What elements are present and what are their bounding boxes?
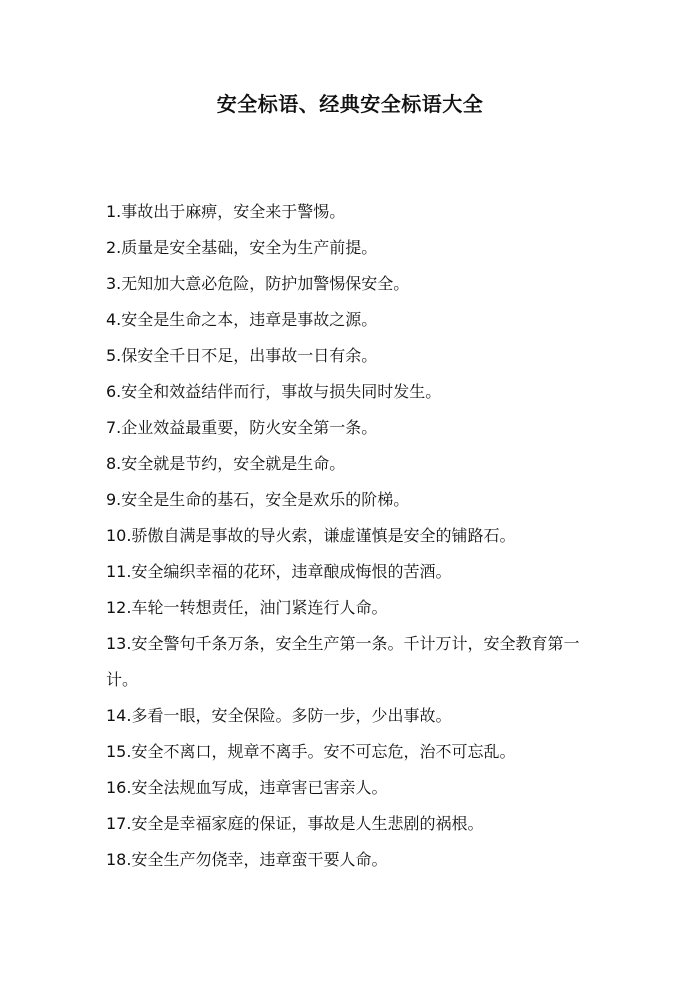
list-item: 3.无知加大意必危险，防护加警惕保安全。: [106, 274, 410, 293]
slogan-list: [106, 194, 606, 878]
document-title: 安全标语、经典安全标语大全: [216, 92, 484, 116]
list-item: 10.骄傲自满是事故的导火索，谦虚谨慎是安全的铺路石。: [106, 526, 516, 545]
list-item: 15.安全不离口，规章不离手。安不可忘危，治不可忘乱。: [106, 742, 516, 761]
list-item: 18.安全生产勿侥幸，违章蛮干要人命。: [106, 850, 388, 869]
list-item: 7.企业效益最重要，防火安全第一条。: [106, 418, 378, 437]
list-item: 16.安全法规血写成，违章害已害亲人。: [106, 778, 388, 797]
list-item: 8.安全就是节约，安全就是生命。: [106, 454, 346, 473]
list-item: 12.车轮一转想责任，油门紧连行人命。: [106, 598, 388, 617]
list-item: 13.安全警句千条万条，安全生产第一条。千计万计，安全教育第一计。: [106, 634, 580, 689]
list-item: 6.安全和效益结伴而行，事故与损失同时发生。: [106, 382, 442, 401]
list-item: 11.安全编织幸福的花环，违章酿成悔恨的苦酒。: [106, 562, 452, 581]
list-item: 14.多看一眼，安全保险。多防一步，少出事故。: [106, 706, 452, 725]
list-item: 5.保安全千日不足，出事故一日有余。: [106, 346, 378, 365]
list-item: 17.安全是幸福家庭的保证，事故是人生悲剧的祸根。: [106, 814, 484, 833]
list-item: 2.质量是安全基础，安全为生产前提。: [106, 238, 378, 257]
list-item: 4.安全是生命之本，违章是事故之源。: [106, 310, 378, 329]
list-item: 9.安全是生命的基石，安全是欢乐的阶梯。: [106, 490, 410, 509]
list-item: 1.事故出于麻痹，安全来于警惕。: [106, 202, 346, 221]
